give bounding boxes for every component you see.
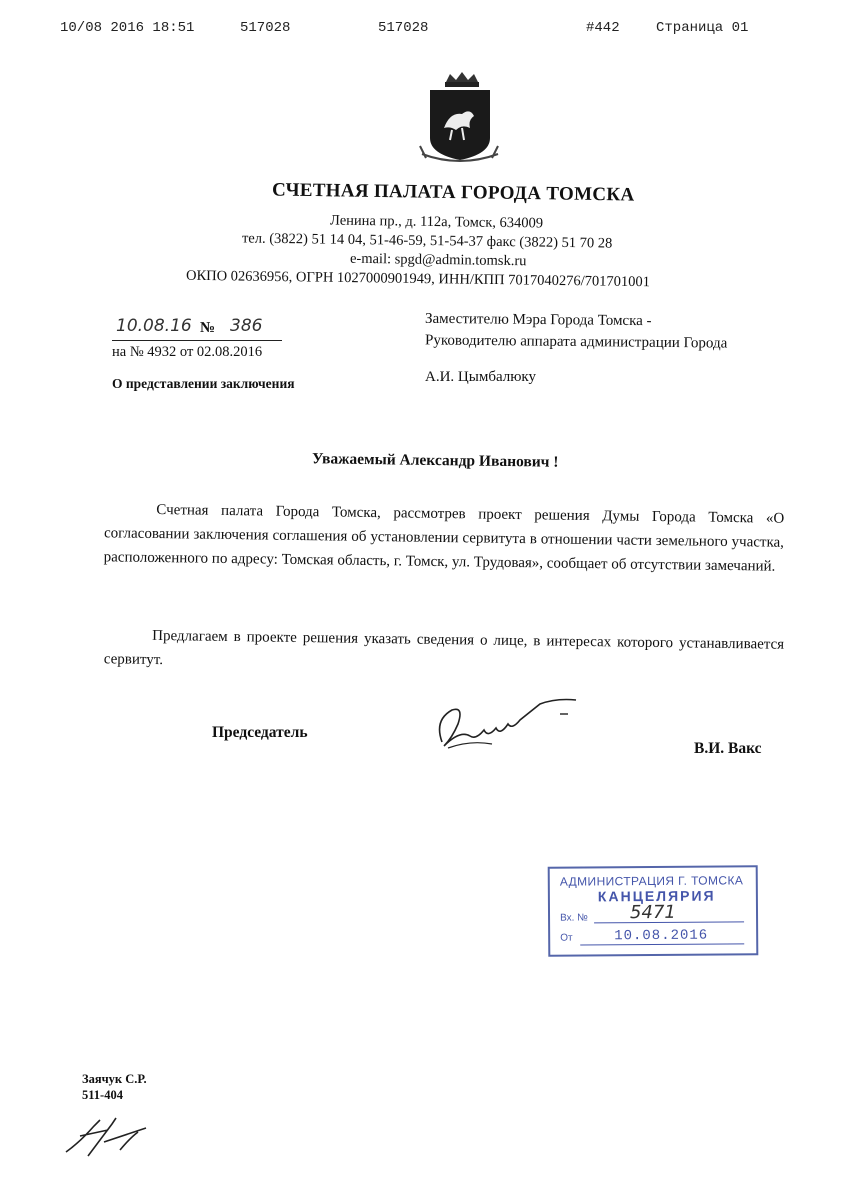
organization-phones: тел. (3822) 51 14 04, 51-46-59, 51-54-37 факс (3822) 51 70 28 — [241, 230, 613, 252]
reply-reference: на № 4932 от 02.08.2016 — [112, 344, 263, 360]
stamp-in-number: 5471 — [629, 901, 676, 924]
fax-page: Страница 01 — [656, 20, 749, 36]
stamp-line-1: АДМИНИСТРАЦИЯ Г. ТОМСКА — [559, 873, 744, 889]
coat-of-arms-emblem — [412, 68, 506, 168]
outgoing-no-label: № — [200, 320, 216, 336]
stamp-from-label: От — [560, 932, 573, 944]
organization-email: e-mail: spgd@admin.tomsk.ru — [349, 250, 527, 270]
salutation: Уважаемый Александр Иванович ! — [311, 450, 559, 471]
body-paragraph-2: Предлагаем в проекте решения указать сведения о лице, в интересах которого устанавливается сервитут. — [103, 627, 785, 669]
organization-codes: ОКПО 02636956, ОГРН 1027000901949, ИНН/КПП 7017040276/701701001 — [185, 267, 651, 291]
fax-number-1: 517028 — [240, 20, 291, 36]
stamp-from-date: 10.08.2016 — [614, 927, 709, 945]
stamp-in-label: Вх. № — [560, 912, 588, 924]
registration-stamp — [548, 865, 759, 956]
fax-number-2: 517028 — [378, 20, 429, 36]
outgoing-date: 10.08.16 — [116, 316, 192, 336]
organization-address: Ленина пр., д. 112а, Томск, 634009 — [329, 212, 544, 232]
body-paragraph-1: Счетная палата Города Томска, рассмотрев проект решения Думы Города Томска «О согласовании заключения соглашения об установлении сервитута в отношении части земельного участка, расположенного по адресу: Томская область, г. Томск, ул. Трудовая», сообщает об отсутствии замечаний. — [103, 501, 785, 575]
fax-datetime: 10/08 2016 18:51 — [60, 20, 195, 36]
executor-phone: 511-404 — [82, 1088, 123, 1102]
outgoing-ref-line — [112, 318, 282, 341]
fax-job: #442 — [586, 20, 620, 36]
signatory-position: Председатель — [212, 724, 308, 741]
letter-subject: О представлении заключения — [112, 376, 295, 391]
executor-initials-signature — [60, 1112, 160, 1162]
addressee-line-2: Руководителю аппарата администрации Города — [424, 332, 728, 352]
addressee-line-1: Заместителю Мэра Города Томска - — [424, 310, 652, 330]
stamp-line-2: КАНЦЕЛЯРИЯ — [597, 887, 716, 905]
addressee-name: А.И. Цымбалюку — [425, 369, 537, 385]
executor-name: Заячук С.Р. — [82, 1072, 147, 1086]
signatory-name: В.И. Вакс — [694, 740, 762, 757]
handwritten-signature — [430, 690, 580, 760]
organization-name: СЧЕТНАЯ ПАЛАТА ГОРОДА ТОМСКА — [271, 179, 635, 206]
outgoing-number: 386 — [230, 316, 263, 336]
